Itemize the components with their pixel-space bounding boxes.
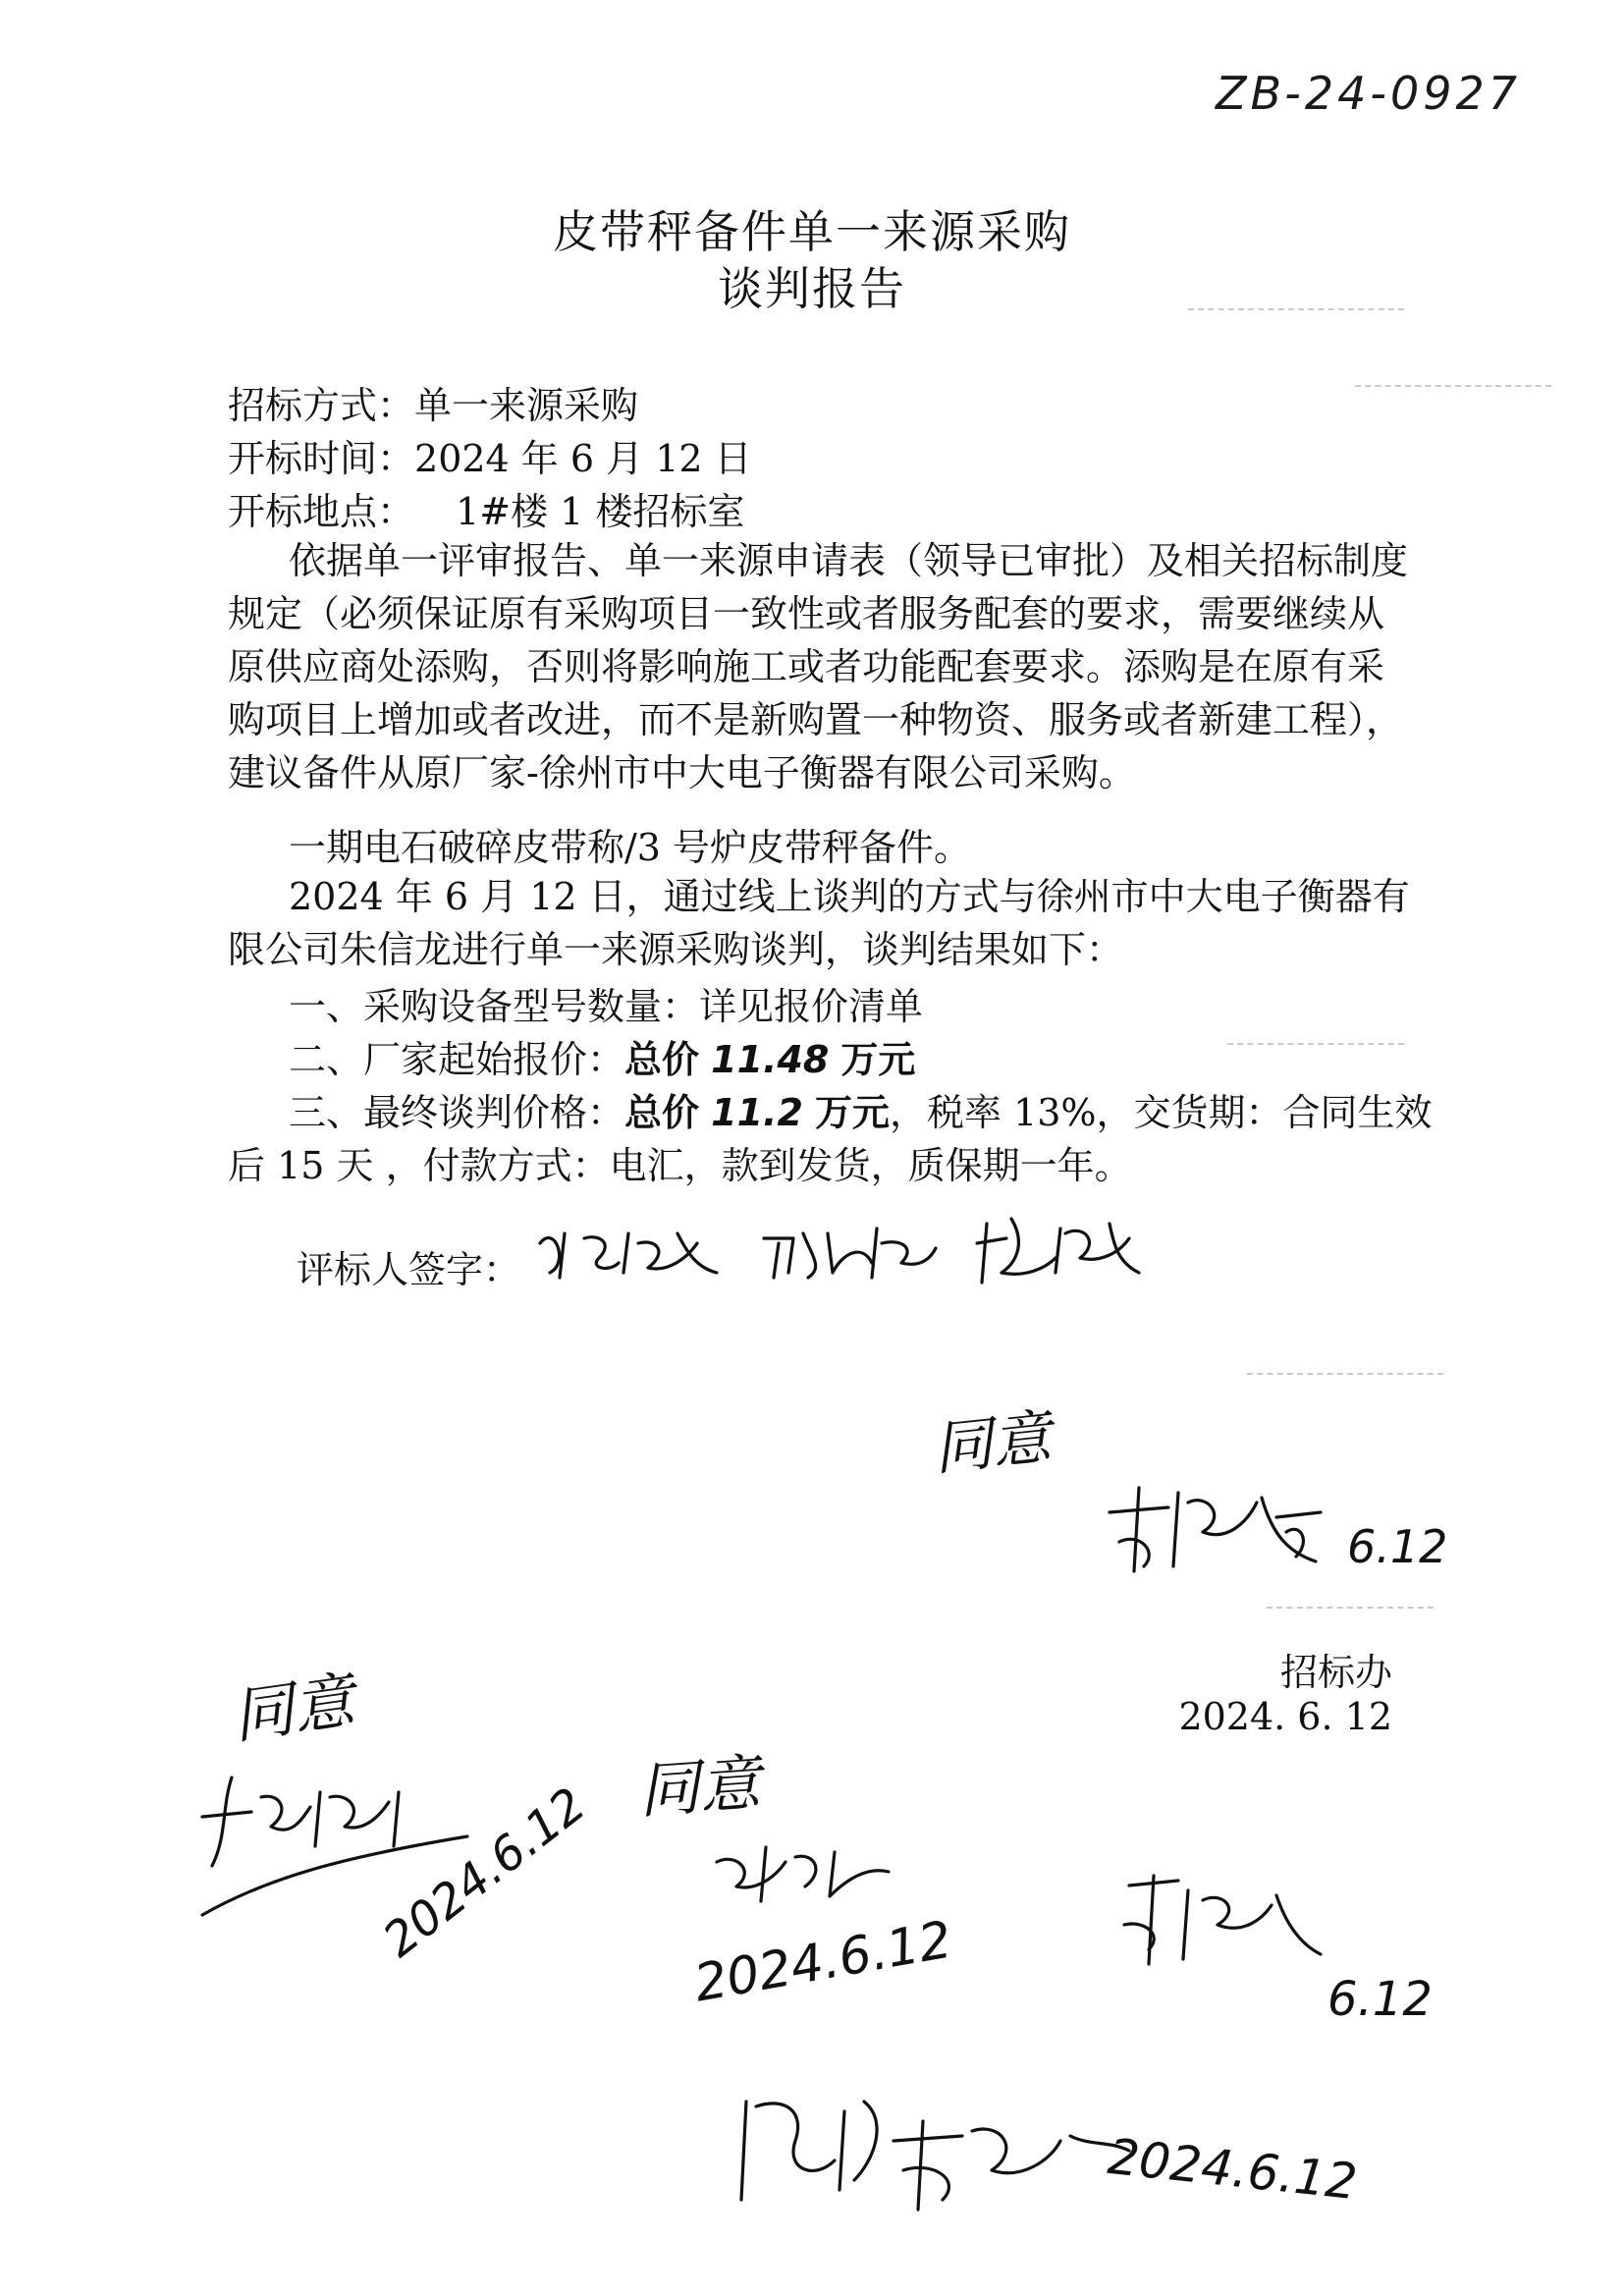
scan-artifact [1267,1607,1434,1609]
handwritten-date-5: 2024.6.12 [1105,2127,1360,2212]
scan-artifact [1247,1373,1443,1375]
result-item-2 [289,1029,915,1083]
handwritten-date-1: 6.12 [1347,1520,1448,1573]
item2-amount: 11.48 [711,1038,830,1081]
item2-total: 总价 [624,1038,700,1081]
item2-label: 二、厂家起始报价： [289,1038,625,1081]
open-time-value: 2024 年 6 月 12 日 [414,437,752,480]
handwritten-agree-3: 同意 [635,1746,763,1828]
document-subtitle: 谈判报告 [718,262,906,315]
open-place-label: 开标地点： [228,490,415,533]
scan-artifact [1227,1043,1404,1045]
evaluator-signature-2 [754,1214,941,1292]
open-time-label: 开标时间： [228,437,415,480]
open-time-row [228,428,752,482]
open-place-value: 1#楼 1 楼招标室 [456,490,745,533]
item-description: 一期电石破碎皮带称/3 号炉皮带秤备件。 [289,826,972,869]
item2-unit: 万元 [840,1038,916,1081]
bid-method-label: 招标方式： [228,384,415,427]
approver-signature-4 [1110,1866,1326,1974]
approver-signature-3 [707,1832,903,1911]
negotiation-paragraph: 2024 年 6 月 12 日，通过线上谈判的方式与徐州市中大电子衡器有限公司朱信龙进行单一来源采购谈判，谈判结果如下： [228,875,1410,971]
basis-paragraph: 依据单一评审报告、单一来源申请表（领导已审批）及相关招标制度规定（必须保证原有采购项目一致性或者服务配套的要求，需要继续从原供应商处添购，否则将影响施工或者功能配套要求。添购是在原有采购项目上增加或者改进，而不是新购置一种物资、服务或者新建工程），建议备件从原厂家-徐州市中大电子衡器有限公司采购。 [228,539,1409,794]
handwritten-agree-2: 同意 [228,1664,359,1753]
approver-signature-5 [727,2082,1139,2219]
bid-office-date: 2024. 6. 12 [1178,1695,1392,1738]
open-place-row [228,481,744,535]
scan-artifact [1355,385,1551,387]
handwritten-date-3: 2024.6.12 [689,1910,956,2014]
handwritten-agree-1: 同意 [930,1402,1055,1485]
handwritten-date-4: 6.12 [1327,1972,1433,2027]
result-item-3-cont: 后 15 天 ，付款方式：电汇，款到发货，质保期一年。 [228,1144,1132,1187]
evaluator-signature-3 [972,1204,1149,1292]
result-item-1: 一、采购设备型号数量：详见报价清单 [289,985,924,1028]
item3-amount: 11.2 [711,1091,803,1134]
item3-total: 总价 [624,1091,700,1134]
evaluator-signature-1 [530,1214,727,1292]
approver-signature-1 [1100,1473,1335,1581]
result-item-3 [289,1082,1433,1136]
document-number: ZB-24-0927 [1216,67,1522,120]
handwritten-date-2: 2024.6.12 [373,1777,596,1969]
item3-rest: ，税率 13%，交货期：合同生效 [890,1091,1433,1134]
item3-unit: 万元 [814,1091,890,1134]
bid-method-row [228,375,638,429]
item3-label: 三、最终谈判价格： [289,1091,625,1134]
bid-office-name: 招标办 [1279,1651,1392,1694]
bid-method-value: 单一来源采购 [414,384,639,427]
evaluator-signature-label: 评标人签字： [297,1248,521,1291]
document-title: 皮带秤备件单一来源采购 [553,205,1071,258]
